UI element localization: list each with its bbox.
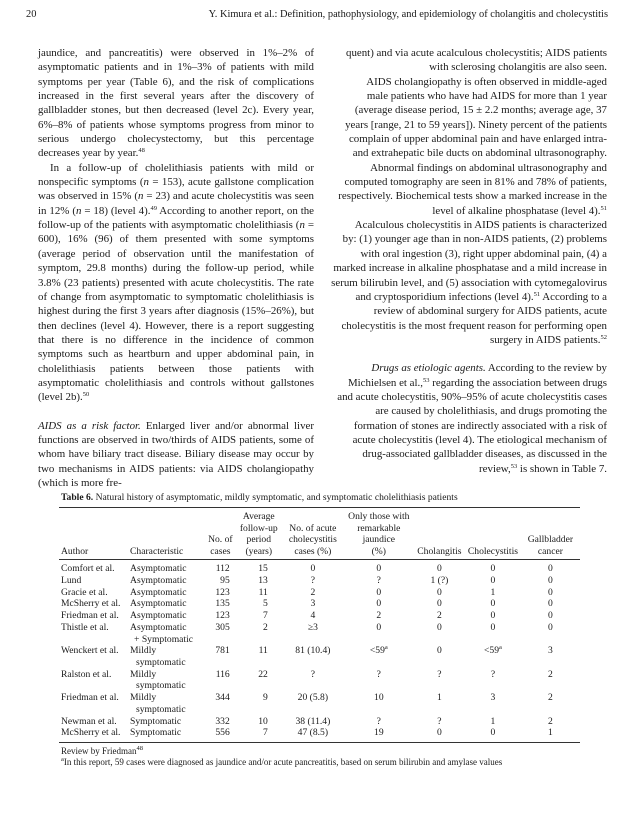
- col-header-characteristic: Characteristic: [130, 545, 184, 557]
- cell-jaundice: ?: [376, 715, 381, 727]
- paragraph: jaundice, and pancreatitis) were observed in 1%–2% of asymptomatic patients and in 1%–3% of patients with mild symptoms per year (Table 6), and the risk of complications increased in the first several years after the discovery of gallbladder stones, but then decreased (level 2c). Every year, 6%–8% of patients whose symptoms progress from minor to serious undergo cholecystectomy, but this percentage decreases year by year.$^{48}$: [38, 47, 314, 160]
- table-row: [59, 587, 580, 599]
- table-row: [59, 716, 580, 728]
- citation[interactable]: 53: [510, 462, 518, 470]
- cell-cholecystitis: 3: [490, 692, 496, 704]
- cell-jaundice: 0: [376, 586, 382, 598]
- cell-jaundice: 2: [376, 610, 382, 622]
- table-row: [59, 727, 580, 742]
- cell-cholecystitis: 0: [490, 598, 496, 610]
- cell-jaundice: $<59^a$: [369, 644, 388, 657]
- cell-cancer: 0: [548, 563, 553, 575]
- cell-jaundice: ?: [376, 575, 381, 587]
- cell-cholecystitis: 0: [490, 575, 496, 587]
- cell-cholangitis: ?: [437, 715, 442, 727]
- footnote-source: Review by Friedman$^{48}$: [61, 744, 143, 756]
- cell-cancer: 0: [548, 610, 553, 622]
- cell-cholecystitis: ?: [490, 668, 496, 680]
- left-column: [38, 46, 314, 490]
- col-header-cholecystitis: Cholecystitis: [467, 545, 518, 557]
- cell-cancer: 2: [548, 692, 553, 704]
- cell-cases: 123: [215, 610, 230, 622]
- cell-cholangitis: 0: [437, 586, 442, 598]
- cell-cancer: 2: [548, 715, 553, 727]
- cell-followup: 11: [258, 645, 268, 657]
- cell-acute: 20 (5.8): [297, 692, 329, 704]
- cell-followup: 13: [258, 575, 268, 587]
- cell-cholecystitis: 0: [490, 563, 496, 575]
- cell-characteristic: Mildly symptomatic: [130, 668, 186, 692]
- table-row: [59, 575, 580, 587]
- cell-cholecystitis: 0: [490, 610, 496, 622]
- footnote-a: $^a$In this report, 59 cases were diagnosed as jaundice and/or acute pancreatitis, based on serum bilirubin and amylase values: [61, 756, 503, 768]
- cell-author: Ralston et al.: [61, 668, 112, 680]
- cell-characteristic: Asymptomatic + Symptomatic: [130, 621, 194, 645]
- cell-jaundice: 0: [376, 621, 382, 633]
- cell-cases: 781: [215, 645, 230, 657]
- cell-author: McSherry et al.: [61, 598, 121, 610]
- col-header-acute: No. of acute cholecystitis cases (%): [288, 522, 337, 557]
- cell-author: Gracie et al.: [61, 586, 108, 598]
- cell-cholangitis: 1 (?): [430, 575, 449, 587]
- section-heading: AIDS as a risk factor.: [38, 419, 141, 432]
- cell-cholangitis: 0: [437, 563, 442, 575]
- cell-cancer: 1: [548, 727, 553, 739]
- citation[interactable]: 53: [422, 376, 430, 384]
- table-row: [59, 622, 580, 645]
- cell-cases: 95: [220, 575, 230, 587]
- cell-characteristic: Symptomatic: [130, 715, 182, 727]
- cell-acute: 47 (8.5): [297, 727, 329, 739]
- cell-acute: 81 (10.4): [295, 645, 331, 657]
- col-header-followup: Average follow-up period (years): [239, 511, 278, 557]
- col-header-author: Author: [61, 545, 89, 557]
- citation[interactable]: 50: [82, 391, 90, 399]
- paragraph: quent) and via acute acalculous cholecystitis; AIDS patients with sclerosing cholangitis are also seen.: [346, 47, 607, 74]
- cell-jaundice: 0: [376, 598, 382, 610]
- cell-characteristic: Asymptomatic: [130, 586, 187, 598]
- cell-cholecystitis: 1: [490, 586, 496, 598]
- table-6: [59, 492, 580, 769]
- paragraph: AIDS cholangiopathy is often observed in middle-aged male patients who have had AIDS for more than 1 year (average disease period, 15 ± 2.2 months; average age, 37 years [range, 21 to 59 years]). Ninety percent of the patients complain of upper abdominal pain and have enlarged intra- and extrahepatic bile ducts on abdominal ultrasonography. Abnormal findings on abdominal ultrasonography and computed tomography are seen in 81% and 78% of patients, respectively. Biochemical tests show a marked increase in the level of alkaline phosphatase (level 4).$^{51}$: [338, 75, 607, 217]
- cell-cases: 556: [215, 727, 230, 739]
- cell-cases: 123: [215, 586, 230, 598]
- right-column: [331, 46, 607, 476]
- cell-jaundice: 0: [376, 563, 382, 575]
- cell-cholangitis: 0: [437, 621, 442, 633]
- citation[interactable]: 52: [600, 333, 607, 341]
- cell-author: Lund: [61, 575, 82, 587]
- cell-cholecystitis: 0: [490, 621, 496, 633]
- cell-jaundice: 19: [374, 727, 384, 739]
- cell-followup: 9: [263, 692, 268, 704]
- cell-author: Comfort et al.: [61, 563, 115, 575]
- paragraph: Acalculous cholecystitis in AIDS patients is characterized by: (1) younger age than in non-AIDS patients, (2) problems with oral ingestion (3), right upper abdominal pain, (4) a marked increase in alkaline phosphatase and a mild increase in serum bilirubin level, and (5) association with cytomegalovirus and cryptosporidium infections (level 4).$^{51}$ According to a review of abdominal surgery for AIDS patients, acute cholecystitis is the most frequent reason for performing open surgery in AIDS patients.$^{52}$: [331, 219, 607, 346]
- cell-cancer: 0: [548, 575, 553, 587]
- paragraph: AIDS as a risk factor. Enlarged liver and/or abnormal liver functions are observed in two/thirds of AIDS patients, some of whom have biliary tract disease. Biliary disease may occur by two mechanisms in AIDS patients: via AIDS cholangiopathy (which is more fre-: [38, 419, 314, 489]
- cell-cholecystitis: 0: [490, 727, 496, 739]
- cell-cancer: 0: [548, 598, 553, 610]
- cell-author: Friedman et al.: [61, 692, 119, 704]
- header-row: [59, 508, 580, 560]
- table-row: [59, 645, 580, 668]
- citation[interactable]: 51: [600, 204, 607, 212]
- cell-cancer: 2: [548, 668, 553, 680]
- table-row: [59, 560, 580, 575]
- cell-characteristic: Asymptomatic: [130, 563, 187, 575]
- col-header-cancer: Gallbladder cancer: [527, 534, 574, 557]
- cell-cases: 305: [215, 621, 230, 633]
- cell-followup: 22: [258, 668, 268, 680]
- cell-author: Friedman et al.: [61, 610, 119, 622]
- cell-acute: 4: [310, 610, 316, 622]
- cell-cholecystitis: $<59^a$: [484, 644, 502, 657]
- cell-acute: ≥3: [307, 621, 318, 633]
- cell-cholangitis: ?: [437, 668, 442, 680]
- data-table: [59, 508, 580, 743]
- cell-cholangitis: 2: [437, 610, 442, 622]
- cell-followup: 5: [263, 598, 268, 610]
- cell-characteristic: Mildly symptomatic: [130, 692, 186, 715]
- cell-cancer: 3: [548, 645, 553, 657]
- page-number: 20: [26, 9, 37, 20]
- cell-acute: 38 (11.4): [295, 715, 331, 727]
- cell-cholangitis: 0: [437, 727, 442, 739]
- cell-followup: 10: [258, 715, 268, 727]
- cell-cases: 135: [215, 598, 230, 610]
- cell-characteristic: Symptomatic: [130, 727, 182, 739]
- cell-cases: 112: [215, 563, 230, 575]
- table-row: [59, 692, 580, 715]
- running-header: [26, 9, 608, 25]
- cell-cholangitis: 1: [437, 692, 442, 704]
- running-title: Y. Kimura et al.: Definition, pathophysiology, and epidemiology of cholangitis and cholecystitis: [208, 9, 608, 20]
- cell-cholangitis: 0: [437, 645, 442, 657]
- cell-characteristic: Asymptomatic: [130, 575, 187, 587]
- cell-cases: 332: [215, 715, 230, 727]
- cell-followup: 7: [263, 610, 268, 622]
- paragraph: In a follow-up of cholelithiasis patients with mild or nonspecific symptoms (n = 153), acute gallstone complication was observed in 15% (n = 23) and acute cholecystitis was seen in 12% (n = 18) (level 4).$^{49}$ According to another report, on the follow-up of the patients with asymptomatic cholelithiasis (n = 600), 16% (96) of them presented with some symptoms (average period of observation until the manifestation of symptom, 29.8 months) during the follow-up period, while 3.8% (23 patients) presented with acute cholecystitis. The rate of change from asymptomatic to symptomatic cholelithiasis is highest during the first 3 years after diagnosis (15%–26%), but then declines (level 4). However, there is a report suggesting that there is no difference in the incidence of common symptoms such as heartburn and upper abdominal pain, in cholelithiasis patients between those patients with asymptomatic cholelithiasis and controls without gallstones (level 2b).$^{50}$: [38, 161, 315, 404]
- section-heading: Drugs as etiologic agents.: [371, 362, 486, 375]
- table-row: [59, 598, 580, 610]
- cell-characteristic: Asymptomatic: [130, 610, 187, 622]
- cell-cases: 116: [215, 668, 230, 680]
- cell-cancer: 0: [548, 586, 553, 598]
- cell-cases: 344: [215, 692, 230, 704]
- col-header-cases: No. of cases: [208, 534, 233, 557]
- citation[interactable]: 49: [150, 204, 157, 212]
- cell-cancer: 0: [548, 621, 553, 633]
- table-caption: Table 6. Natural history of asymptomatic, mildly symptomatic, and symptomatic cholelithiasis patients: [61, 492, 458, 503]
- cell-cholecystitis: 1: [490, 715, 496, 727]
- paragraph: Drugs as etiologic agents. According to the review by Michielsen et al.,$^{53}$ regarding the association between drugs and acute cholecystitis, 90%–95% of acute cholecystitis cases are caused by cholelithiasis, and drugs promoting the formation of stones are indirectly associated with a risk of acute cholecystitis (level 4). The etiological mechanism of drug-associated gallbladder diseases, as discussed in the review,$^{53}$ is shown in Table 7.: [337, 362, 607, 475]
- citation[interactable]: 48: [138, 147, 145, 155]
- cell-author: Thistle et al.: [61, 621, 109, 633]
- col-header-cholangitis: Cholangitis: [417, 545, 462, 557]
- citation[interactable]: 51: [533, 290, 541, 298]
- table-footnotes: [61, 746, 580, 769]
- table-row: [59, 669, 580, 692]
- cell-characteristic: Asymptomatic: [130, 598, 187, 610]
- cell-jaundice: ?: [376, 668, 381, 680]
- cell-jaundice: 10: [374, 692, 384, 704]
- cell-acute: 3: [310, 598, 316, 610]
- cell-characteristic: Mildly symptomatic: [130, 645, 186, 668]
- cell-author: McSherry et al.: [61, 727, 121, 739]
- cell-followup: 2: [263, 621, 268, 633]
- cell-followup: 7: [263, 727, 268, 739]
- cell-cholangitis: 0: [437, 598, 442, 610]
- cell-acute: 2: [310, 586, 316, 598]
- cell-followup: 11: [258, 586, 268, 598]
- col-header-jaundice: Only those with remarkable jaundice (%): [348, 511, 410, 557]
- cell-author: Wenckert et al.: [61, 645, 119, 657]
- cell-acute: ?: [310, 575, 315, 587]
- table-row: [59, 610, 580, 622]
- cell-acute: ?: [310, 668, 315, 680]
- cell-acute: 0: [310, 563, 316, 575]
- cell-followup: 15: [258, 563, 268, 575]
- cell-author: Newman et al.: [61, 715, 117, 727]
